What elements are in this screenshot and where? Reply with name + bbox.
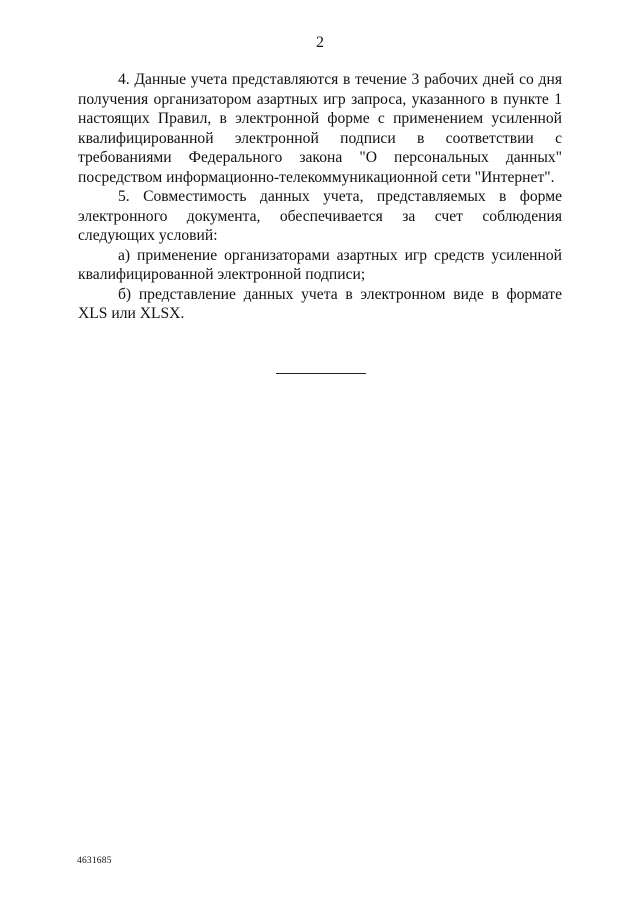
paragraph-4: 4. Данные учета представляются в течение 3 рабочих дней со дня получения организатором азартных игр запроса, указанного в пункте 1 настоящих Правил, в электронной форме с применением усиленной квалифицированной электронной подписи в соответствии с требованиями Федерального закона "О персональных данных" посредством информационно-телекоммуникационной сети "Интернет". <box>78 71 562 186</box>
page-number: 2 <box>316 34 324 51</box>
paragraph-5a: а) применение организаторами азартных игр средств усиленной квалифицированной электронной подписи; <box>78 246 562 283</box>
document-body <box>78 70 562 324</box>
end-separator-line <box>276 373 366 374</box>
paragraph-5b: б) представление данных учета в электронном виде в формате XLS или XLSX. <box>78 285 562 322</box>
document-id: 4631685 <box>77 856 112 866</box>
paragraph-5: 5. Совместимость данных учета, представляемых в форме электронного документа, обеспечивается за счет соблюдения следующих условий: <box>78 188 562 244</box>
